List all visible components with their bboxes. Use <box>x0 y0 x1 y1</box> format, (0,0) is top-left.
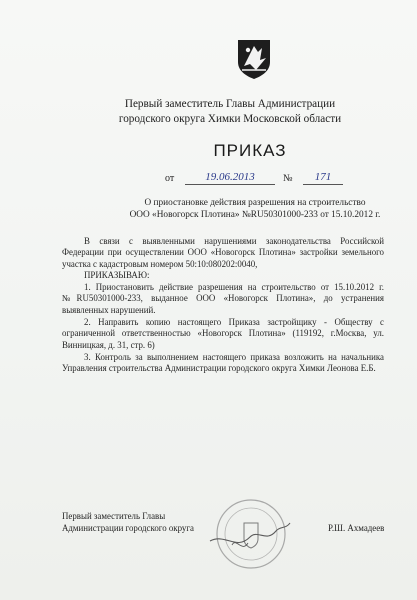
order-item-1: 1. Приостановить действие разрешения на строительство от 15.10.2012 г. №RU50301000-233, выданное ООО «Новогорск Плотина», до устранения выявленных нарушений. <box>62 282 384 315</box>
from-label: от <box>165 173 175 184</box>
subject-line-1: О приостановке действия разрешения на строительство <box>144 198 366 208</box>
issuer-header <box>60 97 400 127</box>
coat-of-arms-emblem <box>236 38 272 80</box>
subject-line-2: ООО «Новогорск Плотина» №RU50301000-233 от 15.10.2012 г. <box>129 209 381 220</box>
signatory-position <box>62 511 242 534</box>
order-dateline <box>165 171 385 187</box>
official-seal-stamp <box>206 493 296 575</box>
header-line-2: городского округа Химки Московской области <box>118 113 342 125</box>
order-command-word: ПРИКАЗЫВАЮ: <box>84 269 150 280</box>
order-body <box>62 236 384 375</box>
order-item-3: 3. Контроль за выполнением настоящего приказа возложить на начальника Управления строительства Администрации городского округа Химки Леонова Е.Б. <box>62 351 384 374</box>
order-subject <box>120 198 390 221</box>
document-title: ПРИКАЗ <box>213 141 287 160</box>
signatory-position-line-2: Администрации городского округа <box>62 522 194 533</box>
order-number-handwritten: 171 <box>303 171 343 185</box>
signatory-position-line-1: Первый заместитель Главы <box>62 511 166 521</box>
order-item-2: 2. Направить копию настоящего Приказа застройщику - Обществу с ограниченной ответственностью «Новогорск Плотина» (119192, г.Москва, ул. Винницкая, д. 31, стр. 6) <box>62 317 384 350</box>
number-label: № <box>283 173 293 184</box>
signatory-name: Р.Ш. Ахмадеев <box>328 523 385 533</box>
order-date-handwritten: 19.06.2013 <box>185 171 275 185</box>
preamble-paragraph: В связи с выявленными нарушениями законодательства Российской Федерации при осуществлении ООО «Новогорск Плотина» застройки земельного участка с кадастровым номером 50:10:080202:0040, <box>62 236 384 269</box>
header-line-1: Первый заместитель Главы Администрации <box>124 98 336 110</box>
